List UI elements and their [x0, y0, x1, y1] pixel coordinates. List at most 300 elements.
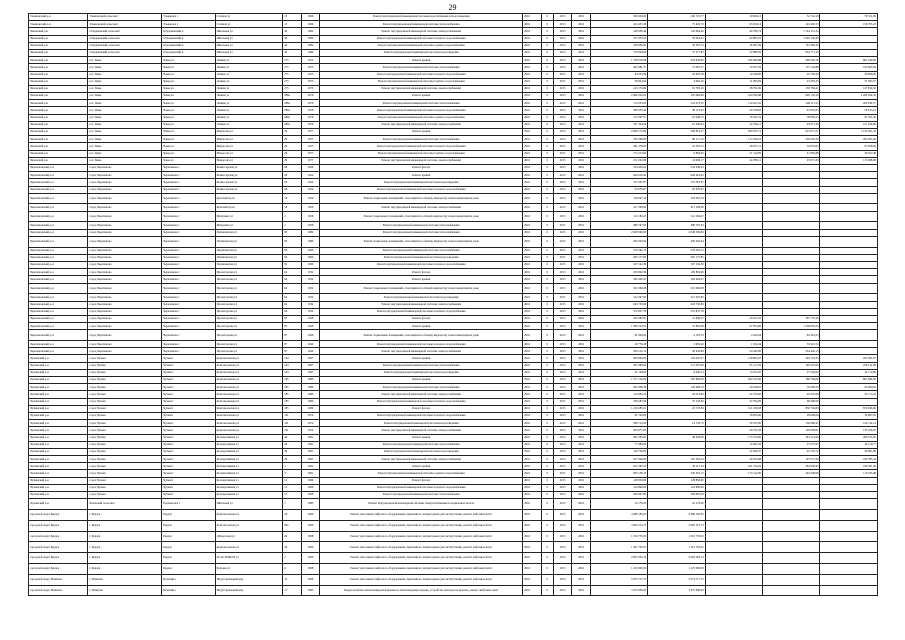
table-cell: 2016 — [572, 301, 590, 308]
table-cell: Отрадненский п — [162, 42, 215, 49]
table-cell: 2016 — [572, 520, 590, 531]
table-cell: Мичурина ул — [215, 211, 283, 222]
table-cell: 57 277,82 — [648, 49, 705, 56]
table-cell: 2015 — [553, 179, 571, 186]
table-cell: Ремонт подвальных помещений, относящихся к общему имуществу в многоквартирном доме — [320, 211, 523, 222]
table-cell: 643 750,00 — [590, 301, 647, 308]
table-cell: 2016 — [523, 107, 541, 114]
table-cell: 294 077,00 — [590, 427, 647, 434]
table-cell: 2016 — [523, 531, 541, 542]
table-cell: 2015 — [553, 21, 571, 28]
table-cell: Чулымский р-н — [29, 377, 88, 384]
table-cell: город Чулым — [88, 398, 162, 405]
table-cell: 0 — [541, 179, 553, 186]
table-cell: 0 — [541, 64, 553, 71]
table-cell: 0 — [541, 341, 553, 348]
table-cell: Пролетарская ул — [215, 315, 283, 322]
table-cell: 87 — [283, 323, 301, 330]
table-cell: Ремонт внутридомовой инженерной системы электроснабжения — [320, 85, 523, 92]
table-cell: Ремонт внутридомовой инженерной системы холодного водоснабжения — [320, 186, 523, 193]
table-cell — [705, 308, 762, 315]
table-cell: Партизанская ул — [215, 262, 283, 269]
table-cell: 26 943,89 — [648, 348, 705, 355]
table-cell — [763, 308, 820, 315]
table-cell: 2016 — [523, 369, 541, 376]
table-cell: 81 765,16 — [648, 85, 705, 92]
table-cell: город Черепаново — [88, 236, 162, 247]
table-cell: 0 — [541, 398, 553, 405]
table-cell: Мичурина ул — [215, 222, 283, 229]
table-cell: Чаны рп — [162, 143, 215, 150]
table-cell: 181 278,00 — [590, 143, 647, 150]
table-cell: 0 — [541, 564, 553, 575]
table-cell: Ремонт крыши — [320, 355, 523, 362]
table-cell: 2016 — [572, 456, 590, 463]
table-cell: 2016 — [572, 150, 590, 157]
table-cell: 512 207,85 — [648, 294, 705, 301]
table-cell: 44 786,11 — [705, 157, 762, 164]
table-row — [29, 129, 878, 136]
table-cell: Чулым г — [162, 384, 215, 391]
table-cell: Черепановский р-н — [29, 269, 88, 276]
table-row — [29, 211, 878, 222]
table-cell — [763, 204, 820, 211]
table-cell — [820, 520, 878, 531]
table-cell: Ремонт внутридомовой инженерной системы электроснабжения — [320, 204, 523, 211]
table-row — [29, 420, 878, 427]
table-cell: Чулымский р-н — [29, 398, 88, 405]
table-cell: город Черепаново — [88, 172, 162, 179]
table-cell: р.п. Чаны — [88, 93, 162, 100]
table-cell: город Черепаново — [88, 211, 162, 222]
table-cell — [763, 574, 820, 585]
table-cell — [705, 492, 762, 499]
table-cell — [820, 179, 878, 186]
table-cell: Чулым г — [162, 412, 215, 419]
table-cell: 46 — [283, 441, 301, 448]
table-cell: 712 025,05 — [590, 100, 647, 107]
table-cell: 167 192,30 — [590, 262, 647, 269]
table-cell: 2016 — [523, 330, 541, 341]
table-cell: 175 213,00 — [590, 150, 647, 157]
table-cell: 365 968,00 — [590, 362, 647, 369]
table-cell: Чулымский р-н — [29, 470, 88, 477]
table-cell: 0 — [541, 78, 553, 85]
table-cell: Чулымский р-н — [29, 412, 88, 419]
table-cell: Чулымский р-н — [29, 362, 88, 369]
table-cell: 2016 — [572, 71, 590, 78]
table-cell: 1932 — [301, 283, 319, 294]
table-cell: Ленина ул — [215, 121, 283, 128]
table-cell: Чаны рп — [162, 107, 215, 114]
table-cell: 2015 — [553, 64, 571, 71]
table-cell: 61 876,63 — [763, 107, 820, 114]
table-cell: г. Бердск — [88, 510, 162, 521]
table-row — [29, 35, 878, 42]
table-cell: 2015 — [553, 129, 571, 136]
table-cell: 1999 — [301, 553, 319, 564]
table-cell: 1985 — [301, 585, 319, 596]
table-cell: 454 426,13 — [763, 348, 820, 355]
table-cell: город Черепаново — [88, 229, 162, 236]
table-cell: 2016 — [572, 323, 590, 330]
table-cell: 191 — [283, 412, 301, 419]
table-cell: 2016 — [523, 477, 541, 484]
table-cell: Базовский сельсовет — [88, 499, 162, 510]
table-cell: 2 496 232,05 — [590, 93, 647, 100]
table-cell: 40 — [283, 35, 301, 42]
table-cell: 37 156,00 — [648, 398, 705, 405]
table-cell: 2016 — [572, 585, 590, 596]
table-cell: 28 090,09 — [763, 412, 820, 419]
table-cell: 2016 — [572, 42, 590, 49]
table-cell: 79 531,99 — [820, 14, 878, 21]
table-cell: 2016 — [572, 93, 590, 100]
table-cell: 2016 — [572, 341, 590, 348]
table-cell: 0 — [541, 294, 553, 301]
table-cell: 2016 — [572, 294, 590, 301]
table-cell: Ульяновск с — [162, 14, 215, 21]
table-cell: 2015 — [553, 477, 571, 484]
table-cell: 2015 — [553, 420, 571, 427]
table-cell: 117 936,10 — [705, 136, 762, 143]
table-cell: Бердск — [162, 564, 215, 575]
table-cell: 90 — [283, 229, 301, 236]
table-cell: 2016 — [523, 211, 541, 222]
table-cell: Черепаново г — [162, 315, 215, 322]
table-row — [29, 283, 878, 294]
table-cell: 68 290,00 — [763, 398, 820, 405]
table-cell: 2015 — [553, 93, 571, 100]
table-cell: Чановский р-н — [29, 121, 88, 128]
table-cell: 2016 — [572, 405, 590, 412]
table-cell: 1961 — [301, 448, 319, 455]
table-cell: 643 750,00 — [648, 301, 705, 308]
table-cell: Некрасова ул — [215, 136, 283, 143]
table-cell: город Черепаново — [88, 341, 162, 348]
table-cell: г. Искитим — [88, 574, 162, 585]
table-cell: 25 783,20 — [763, 71, 820, 78]
table-cell — [820, 564, 878, 575]
table-cell: 128 850,00 — [648, 477, 705, 484]
table-cell: Ремонт внутридомовой инженерной системы электроснабжения — [320, 456, 523, 463]
table-cell: 40 лет ВЛКСМ ул — [215, 553, 283, 564]
table-cell: 1982 — [301, 42, 319, 49]
table-cell: 0 — [541, 211, 553, 222]
table-cell — [820, 276, 878, 283]
table-cell: 2016 — [523, 204, 541, 211]
table-cell — [820, 315, 878, 322]
table-cell — [763, 477, 820, 484]
table-cell: 1959 — [301, 193, 319, 204]
table-cell: Чулымский р-н — [29, 499, 88, 510]
table-cell: город Черепаново — [88, 283, 162, 294]
table-cell: 40 786,74 — [705, 28, 762, 35]
table-cell: Ремонт внутридомовой инженерной системы водоотведения — [320, 254, 523, 261]
table-cell: город Чулым — [88, 369, 162, 376]
table-cell: Комсомольская ул — [215, 377, 283, 384]
table-cell: город Чулым — [88, 448, 162, 455]
table-cell: 1989 — [301, 236, 319, 247]
table-cell: 29 918,81 — [705, 384, 762, 391]
table-cell: Чаны рп — [162, 57, 215, 64]
table-cell: 115 968,96 — [820, 157, 878, 164]
table-cell: 2015 — [553, 294, 571, 301]
table-cell: 1999 — [301, 542, 319, 553]
table-cell: Ремонт внутридомовой инженерной системы горячего водоснабжения — [320, 150, 523, 157]
table-cell: 367 725,26 — [763, 315, 820, 322]
table-cell: Черепаново г — [162, 348, 215, 355]
table-cell: 576 362,15 — [648, 247, 705, 254]
table-cell: 733 690,00 — [590, 49, 647, 56]
table-cell: 167 192,30 — [648, 262, 705, 269]
table-cell: 2016 — [523, 315, 541, 322]
table-cell: Черепаново г — [162, 164, 215, 171]
table-cell: 2016 — [572, 211, 590, 222]
table-cell — [705, 254, 762, 261]
table-cell: 129 099,01 — [763, 427, 820, 434]
table-cell: 0 — [541, 71, 553, 78]
table-cell — [820, 477, 878, 484]
table-cell: 191 — [283, 420, 301, 427]
table-cell — [763, 229, 820, 236]
table-cell: Ремонт внутридомовой инженерной системы теплоснабжения — [320, 100, 523, 107]
table-cell: 2016 — [523, 492, 541, 499]
table-cell: 182 426,47 — [590, 276, 647, 283]
table-cell: 2016 — [523, 499, 541, 510]
table-cell: городской округ Бердск — [29, 531, 88, 542]
table-cell: 2016 — [572, 35, 590, 42]
table-cell: 2016 — [523, 574, 541, 585]
table-cell: 2016 — [523, 157, 541, 164]
table-cell — [705, 186, 762, 193]
table-cell: 157 097,57 — [590, 114, 647, 121]
table-cell: 118 297,34 — [590, 193, 647, 204]
table-cell: Чулым г — [162, 441, 215, 448]
table-cell: Ремонт или замена лифтового оборудования, признанного непригодным для эксплуатации, ремонт лифтовых шахт — [320, 520, 523, 531]
table-cell: 41 995,88 — [763, 150, 820, 157]
table-cell: 111 307,00 — [648, 362, 705, 369]
table-cell: 81 700,00 — [590, 412, 647, 419]
table-cell: 198 287,00 — [590, 398, 647, 405]
table-cell: Ремонт внутридомовой инженерной системы электроснабжения в подвальных местах — [320, 499, 523, 510]
table-cell: 1999 — [301, 510, 319, 521]
table-cell: Степная ул — [215, 14, 283, 21]
table-cell: 172 142,00 — [705, 470, 762, 477]
table-row — [29, 276, 878, 283]
table-row — [29, 262, 878, 269]
table-cell: 46 — [283, 434, 301, 441]
table-cell: Черепановский р-н — [29, 172, 88, 179]
table-cell: 2016 — [523, 269, 541, 276]
table-cell: Черепаново г — [162, 211, 215, 222]
table-cell: 0 — [541, 330, 553, 341]
table-cell: 1960 — [301, 477, 319, 484]
table-cell: 0 — [541, 531, 553, 542]
table-cell: 2016 — [523, 229, 541, 236]
table-cell — [705, 520, 762, 531]
table-cell: Черепаново г — [162, 204, 215, 211]
table-cell: Чулым г — [162, 456, 215, 463]
table-cell: 1 399 522,91 — [590, 323, 647, 330]
table-cell: 286а — [283, 100, 301, 107]
table-cell — [648, 448, 705, 455]
table-cell: 0 — [541, 308, 553, 315]
table-cell: Черепаново г — [162, 186, 215, 193]
table-row — [29, 405, 878, 412]
table-cell: 34 210,77 — [820, 441, 878, 448]
table-cell: р.п. Чаны — [88, 85, 162, 92]
table-cell: Ремонт внутридомовой инженерной системы теплоснабжения — [320, 441, 523, 448]
table-cell: Ремонт внутридомовой инженерной системы холодного водоснабжения — [320, 412, 523, 419]
table-cell: 299 697,00 — [648, 492, 705, 499]
table-cell: 2015 — [553, 222, 571, 229]
table-cell: 2016 — [523, 484, 541, 491]
table-cell: 1924 — [301, 179, 319, 186]
table-cell — [705, 477, 762, 484]
table-cell: 2016 — [523, 71, 541, 78]
table-cell: Ремонт внутридомовой инженерной системы электроснабжения — [320, 301, 523, 308]
table-cell: город Черепаново — [88, 323, 162, 330]
table-cell: 321 060,08 — [648, 283, 705, 294]
table-cell: 42 176,74 — [763, 448, 820, 455]
table-cell: Партизанская ул — [215, 236, 283, 247]
table-cell: 0 — [541, 427, 553, 434]
table-cell: 1 571 116,00 — [590, 377, 647, 384]
table-cell: Чулымский р-н — [29, 463, 88, 470]
table-row — [29, 64, 878, 71]
table-cell: 92 — [283, 262, 301, 269]
table-cell: Черепаново г — [162, 236, 215, 247]
table-cell — [705, 294, 762, 301]
table-cell: 249 725,77 — [648, 14, 705, 21]
table-row — [29, 434, 878, 441]
table-cell: р.п. Чаны — [88, 136, 162, 143]
table-cell: 163 — [283, 369, 301, 376]
table-cell: 2016 — [523, 448, 541, 455]
table-cell: 64 983,79 — [705, 35, 762, 42]
table-cell: 2015 — [553, 574, 571, 585]
table-cell: Ульяновск с — [162, 21, 215, 28]
table-cell: 191 — [283, 427, 301, 434]
table-cell: город Чулым — [88, 405, 162, 412]
table-cell: 286а — [283, 114, 301, 121]
table-cell: 4 489 185,63 — [590, 510, 647, 521]
table-cell: Чаны рп — [162, 93, 215, 100]
table-cell: 48 926,00 — [648, 434, 705, 441]
table-cell: 0 — [541, 222, 553, 229]
table-cell: 109 802,96 — [590, 269, 647, 276]
table-cell: Кооперативная ул — [215, 463, 283, 470]
table-row — [29, 574, 878, 585]
table-cell: Чаны рп — [162, 157, 215, 164]
table-cell: 0 — [541, 283, 553, 294]
table-cell: 1976 — [301, 100, 319, 107]
table-cell: Отрадненский п — [162, 49, 215, 56]
table-cell: 124 890,00 — [590, 484, 647, 491]
table-cell: 2015 — [553, 164, 571, 171]
table-cell: 2016 — [523, 412, 541, 419]
table-row — [29, 236, 878, 247]
table-cell: 2016 — [572, 193, 590, 204]
table-cell: 1961 — [301, 463, 319, 470]
table-cell: 2016 — [523, 164, 541, 171]
table-cell — [705, 531, 762, 542]
table-cell — [820, 164, 878, 171]
table-cell: 0 — [541, 186, 553, 193]
table-cell: 0 — [541, 150, 553, 157]
table-cell: 512 207,85 — [590, 294, 647, 301]
table-cell — [705, 574, 762, 585]
table-cell: 40 — [283, 42, 301, 49]
table-cell: 128 850,00 — [590, 477, 647, 484]
table-cell: Ульяновский р-н — [29, 14, 88, 21]
table-cell: Ремонт подвальных помещений, относящихся к общему имуществу в многоквартирном доме — [320, 193, 523, 204]
table-cell: 54 679,05 — [763, 143, 820, 150]
table-row — [29, 179, 878, 186]
table-cell: 28 — [283, 172, 301, 179]
table-cell — [820, 262, 878, 269]
table-cell: 2016 — [523, 398, 541, 405]
table-cell: 64 — [283, 276, 301, 283]
table-cell: 3 475 836,93 — [590, 585, 647, 596]
table-cell: Индустриальный мкр — [215, 574, 283, 585]
table-cell: 2016 — [523, 420, 541, 427]
table-cell: 275 — [283, 71, 301, 78]
table-cell: Отрадненский п — [162, 35, 215, 42]
table-cell: 1932 — [301, 308, 319, 315]
table-cell: Ремонт крыши — [320, 129, 523, 136]
table-cell: 801 884,00 — [820, 377, 878, 384]
table-row — [29, 247, 878, 254]
table-row — [29, 308, 878, 315]
table-cell: 2016 — [523, 405, 541, 412]
table-cell: 2016 — [572, 427, 590, 434]
table-cell: 992 330,00 — [590, 434, 647, 441]
table-cell: Черепановский р-н — [29, 193, 88, 204]
table-row — [29, 150, 878, 157]
table-row — [29, 585, 878, 596]
table-cell: 275 — [283, 78, 301, 85]
table-cell: 246 311,51 — [763, 100, 820, 107]
table-cell: Ремонт внутридомовой инженерной системы электроснабжения — [320, 427, 523, 434]
table-cell: город Чулым — [88, 362, 162, 369]
table-cell: 2016 — [572, 28, 590, 35]
table-cell: Чулым г — [162, 405, 215, 412]
table-cell: 0 — [541, 520, 553, 531]
table-cell: 2016 — [572, 262, 590, 269]
table-cell: Школьная ул — [215, 42, 283, 49]
table-cell: 2015 — [553, 247, 571, 254]
table-cell — [763, 499, 820, 510]
table-cell: 1959 — [301, 204, 319, 211]
table-cell: Ремонт крыши — [320, 323, 523, 330]
table-cell: 49 702,98 — [705, 456, 762, 463]
table-cell: 2015 — [553, 204, 571, 211]
table-cell: Ремонт или замена лифтового оборудования, признанного непригодным для эксплуатации, ремонт лифтовых шахт — [320, 574, 523, 585]
table-cell: 372 837,78 — [648, 308, 705, 315]
table-cell: 361 513,60 — [763, 434, 820, 441]
table-cell: Некрасова ул — [215, 157, 283, 164]
table-cell: Черепановский р-н — [29, 315, 88, 322]
table-row — [29, 143, 878, 150]
table-cell: 18 448,72 — [648, 114, 705, 121]
table-cell: 0 — [541, 136, 553, 143]
table-row — [29, 520, 878, 531]
table-cell: Черепановский р-н — [29, 222, 88, 229]
table-cell: 13 193,20 — [705, 369, 762, 376]
table-cell: 77 089,00 — [590, 441, 647, 448]
